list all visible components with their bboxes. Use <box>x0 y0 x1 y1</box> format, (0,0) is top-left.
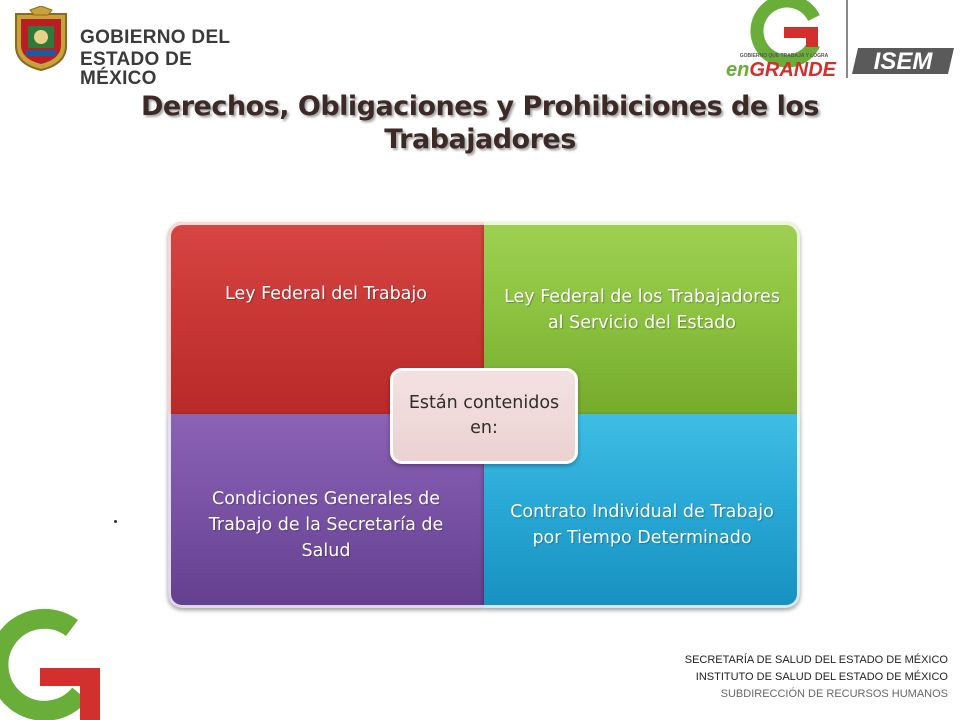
quadrant-bottom-left-label: Condiciones Generales de Trabajo de la Secretaría de Salud <box>208 489 444 561</box>
footer-line1: SECRETARÍA DE SALUD DEL ESTADO DE MÉXICO <box>684 654 948 666</box>
state-seal-icon <box>10 6 72 72</box>
gov-logo-line1: GOBIERNO DEL <box>80 27 231 48</box>
header-divider <box>846 0 848 78</box>
gov-logo-line2: ESTADO DE MÉXICO <box>80 49 193 89</box>
engrande-logo <box>722 0 842 82</box>
engrande-en: en <box>726 59 750 81</box>
center-box-label: Están contenidos en: <box>408 393 560 438</box>
quadrant-top-right-label: Ley Federal de los Trabajadores al Servicio del Estado <box>504 287 780 333</box>
slide-title: Derechos, Obligaciones y Prohibiciones de los Trabajadores <box>141 91 819 155</box>
footer-g-logo-icon <box>0 608 100 720</box>
footer-institutions <box>685 652 948 703</box>
engrande-wordmark <box>726 60 836 80</box>
quadrant-bottom-right-label: Contrato Individual de Trabajo por Tiempo Determinado <box>510 502 774 548</box>
isem-logo-text: ISEM <box>873 48 933 75</box>
quadrant-top-left-label: Ley Federal del Trabajo <box>225 284 427 304</box>
engrande-grande: GRANDE <box>749 59 837 81</box>
footer-line2: INSTITUTO DE SALUD DEL ESTADO DE MÉXICO <box>695 671 948 683</box>
center-box <box>390 368 578 464</box>
footer-line3: SUBDIRECCIÓN DE RECURSOS HUMANOS <box>720 688 948 700</box>
stray-dot <box>114 520 117 523</box>
gobierno-estado-mexico-logo <box>10 6 250 89</box>
isem-logo-icon <box>850 46 956 76</box>
matrix-diagram <box>168 222 800 608</box>
engrande-tagline: GOBIERNO QUE TRABAJA Y LOGRA <box>739 53 829 59</box>
